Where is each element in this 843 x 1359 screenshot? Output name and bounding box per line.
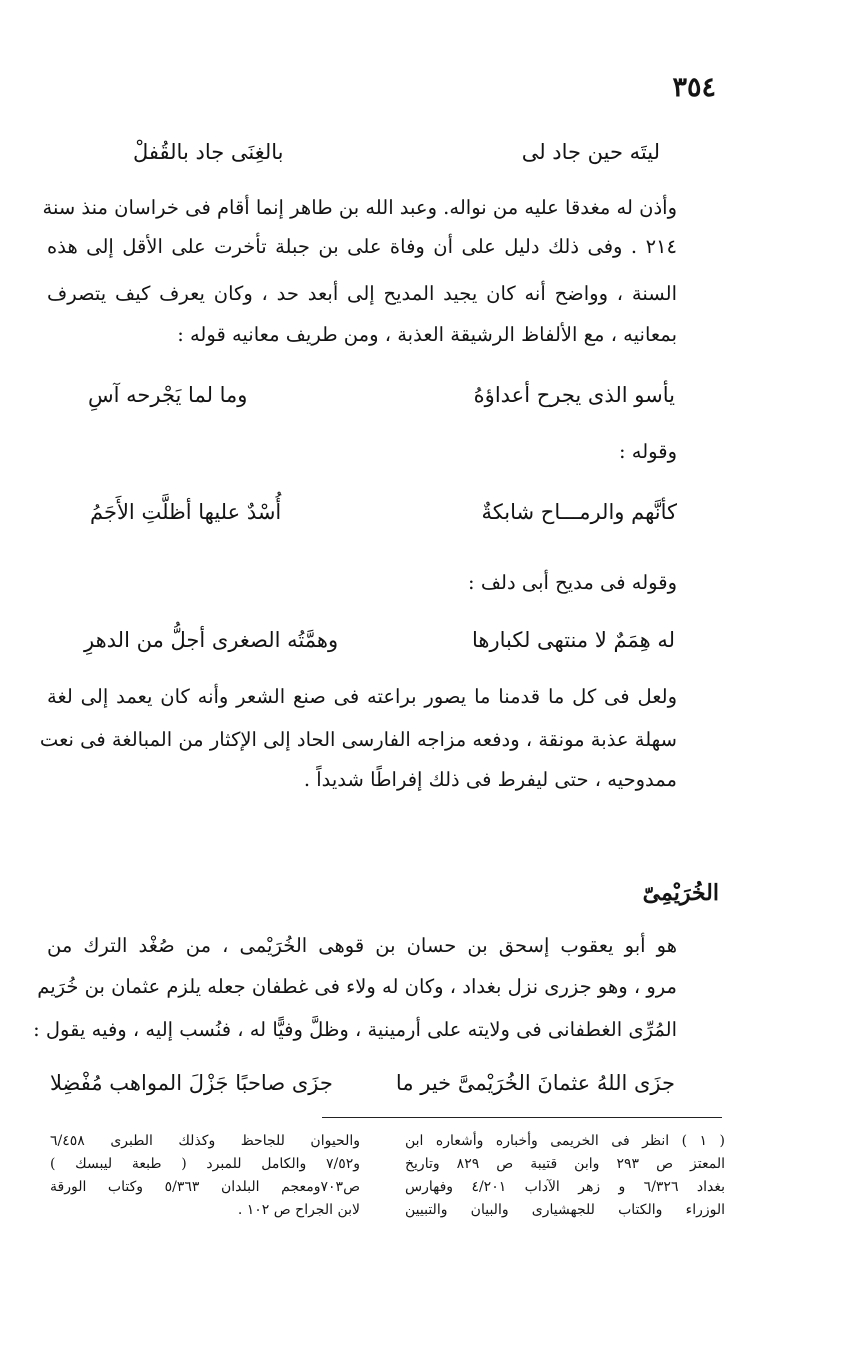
page-number: ٣٥٤ (672, 72, 716, 103)
footnote-column-right (405, 1130, 725, 1222)
verse-hemistich-right: يأسو الذى يجرح أعداؤهُ (473, 383, 675, 407)
verse-hemistich-left: أُسْدٌ عليها أظلَّتِ الأَجَمُ (90, 500, 282, 524)
verse-line (50, 1071, 675, 1095)
footnote-line: المعتز ص ٢٩٣ وابن قتيبة ص ٨٢٩ وتاريخ (405, 1156, 725, 1172)
footnote-column-left (50, 1130, 360, 1222)
verse-hemistich-left: وما لما يَجْرحه آسِ (88, 383, 248, 407)
verse-hemistich-right: ليتَه حين جاد لى (521, 140, 660, 164)
verse-line (133, 140, 660, 164)
footnote-line: والحيوان للجاحظ وكذلك الطبرى ٦/٤٥٨ (50, 1133, 360, 1149)
verse-hemistich-right: كأنَّهم والرمـــاح شابكةٌ (481, 500, 677, 524)
footnote-line: بغداد ٦/٣٢٦ و زهر الآداب ٤/٢٠١ وفهارس (405, 1179, 725, 1195)
paragraph-line: سهلة عذبة مونقة ، ودفعه مزاجه الفارسى الحاد إلى الإكثار من المبالغة فى نعت (39, 728, 677, 751)
paragraph-line: مرو ، وهو جزرى نزل بغداد ، وكان له ولاء فى غطفان جعله يلزم عثمان بن خُرَيم (37, 975, 677, 998)
paragraph-line: وأذن له مغدقا عليه من نواله. وعبد الله بن طاهر إنما أقام فى خراسان منذ سنة (42, 196, 677, 219)
verse-line (90, 500, 677, 524)
verse-hemistich-left: بالغِنَى جاد بالقُفلْ (133, 140, 284, 164)
paragraph-line: ممدوحيه ، حتى ليفرط فى ذلك إفراطًا شديداً . (303, 768, 677, 791)
verse-line (84, 628, 675, 652)
verse-intro-label: وقوله فى مديح أبى دلف : (468, 571, 677, 594)
footnote-line: الوزراء والكتاب للجهشيارى والبيان والتبيين (405, 1202, 725, 1218)
footnote-line: ص٧٠٣ومعجم البلدان ٥/٣٦٣ وكتاب الورقة (50, 1179, 360, 1195)
paragraph-line: بمعانيه ، مع الألفاظ الرشيقة العذبة ، ومن طريف معانيه قوله : (177, 323, 677, 346)
footnote-line: و٧/٥٢ والكامل للمبرد ( طبعة ليبسك ) (50, 1156, 360, 1172)
footnote-line: لابن الجراح ص ١٠٢ . (237, 1202, 360, 1218)
footnote-line: ( ١ ) انظر فى الخريمى وأخباره وأشعاره ابن (405, 1133, 725, 1149)
verse-intro-label: وقوله : (619, 440, 677, 463)
footnote-divider (322, 1117, 722, 1118)
paragraph-line: ولعل فى كل ما قدمنا ما يصور براعته فى صنع الشعر وأنه كان يعمد إلى لغة (47, 685, 677, 708)
paragraph-line: هو أبو يعقوب إسحق بن حسان بن قوهى الخُرَيْمى ، من صُغْد الترك من (47, 934, 677, 957)
verse-hemistich-left: وهمَّتُه الصغرى أجلُّ من الدهرِ (84, 628, 339, 652)
paragraph-line: المُرِّى الغطفانى فى ولايته على أرمينية ، وظلَّ وفيًّا له ، فنُسب إليه ، وفيه يقول : (33, 1018, 677, 1041)
verse-hemistich-left: جزَى صاحبًا جَزْلَ المواهب مُفْضِلا (50, 1071, 333, 1095)
section-heading: الخُرَيْمِىّ (642, 880, 719, 906)
paragraph-line: السنة ، وواضح أنه كان يجيد المديح إلى أبعد حد ، وكان يعرف كيف يتصرف (47, 282, 677, 305)
verse-line (88, 383, 675, 407)
verse-hemistich-right: جزَى اللهُ عثمانَ الخُرَيْمىَّ خير ما (395, 1071, 675, 1095)
paragraph-line: ٢١٤ . وفى ذلك دليل على أن وفاة على بن جبلة تأخرت على الأقل إلى هذه (47, 235, 677, 258)
verse-hemistich-right: له هِمَمٌ لا منتهى لكبارها (472, 628, 675, 652)
